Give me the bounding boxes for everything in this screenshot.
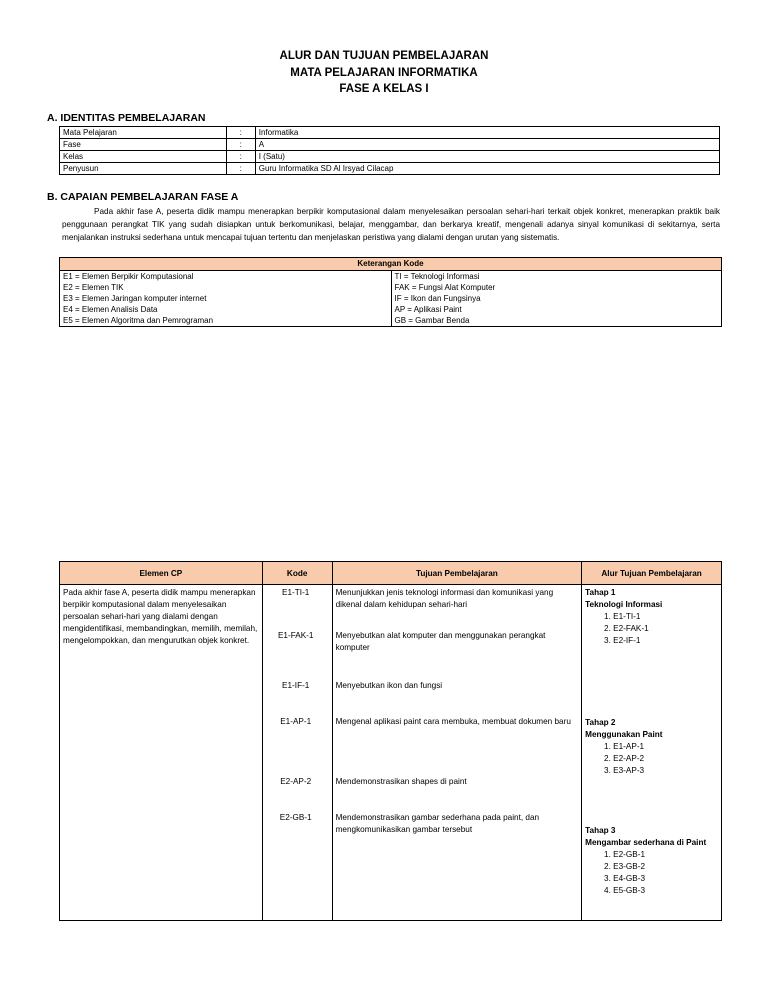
- capaian-paragraph: Pada akhir fase A, peserta didik mampu menerapkan berpikir komputasional dalam menyelesaikan persoalan sehari-hari terkait objek konkret, menerapkan praktik baik penggunaan perangkat TIK yang sudah disiapkan untuk berkomunikasi, belajar, menggambar, dan berkarya kreatif, mengenali adanya sinyal komunikasi di sekitarnya, serta menjalankan instruksi sederhana untuk mencapai tujuan tertentu dan menjelaskan peristiwa yang dialami dengan urutan yang sistematis.: [62, 207, 720, 243]
- stage-item: 1. E1-TI-1: [613, 611, 662, 623]
- elemen-cp-cell: [60, 585, 263, 921]
- goal-text: Menyebutkan ikon dan fungsi: [335, 681, 443, 690]
- stage-name: Teknologi Informasi: [585, 600, 663, 609]
- stage-item: 3. E4-GB-3: [613, 873, 706, 885]
- legend-row: [60, 304, 722, 315]
- stage-item: 1. E1-AP-1: [613, 741, 662, 753]
- identity-row: [60, 127, 720, 139]
- header-elemen-cp: Elemen CP: [60, 562, 263, 585]
- identity-value: A: [255, 139, 719, 151]
- stage-list: [585, 611, 662, 647]
- goal-text: Menunjukkan jenis teknologi informasi dan komunikasi yang dikenal dalam kehidupan sehari-hari: [335, 588, 554, 609]
- legend-element-code: E1 = Elemen Berpikir Komputasional: [60, 271, 392, 283]
- stage-item: 4. E5-GB-3: [613, 885, 706, 897]
- goal-text: Mendemonstrasikan gambar sederhana pada paint, dan mengkomunikasikan gambar tersebut: [335, 813, 540, 834]
- doc-title-line-2: MATA PELAJARAN INFORMATIKA: [290, 67, 478, 79]
- legend-row: [60, 315, 722, 327]
- identity-separator: :: [226, 151, 255, 163]
- identity-row: [60, 151, 720, 163]
- stage-block: [585, 587, 662, 647]
- kode-cell: [262, 585, 332, 921]
- legend-row: [60, 293, 722, 304]
- legend-row: [60, 271, 722, 283]
- cp-table: [59, 561, 722, 921]
- legend-topic-code: TI = Teknologi Informasi: [391, 271, 722, 283]
- legend-topic-code: FAK = Fungsi Alat Komputer: [391, 282, 722, 293]
- stage-list: [585, 741, 662, 777]
- legend-element-code: E2 = Elemen TIK: [60, 282, 392, 293]
- stage-name: Menggunakan Paint: [585, 730, 663, 739]
- section-a-heading: A. IDENTITAS PEMBELAJARAN: [47, 112, 206, 124]
- legend-element-code: E3 = Elemen Jaringan komputer internet: [60, 293, 392, 304]
- identity-value: Informatika: [255, 127, 719, 139]
- stage-list: [585, 849, 706, 897]
- goal-text: Mengenal aplikasi paint cara membuka, membuat dokumen baru: [335, 717, 571, 726]
- identity-value: I (Satu): [255, 151, 719, 163]
- legend-element-code: E4 = Elemen Analisis Data: [60, 304, 392, 315]
- identity-row: [60, 163, 720, 175]
- legend-row: [60, 282, 722, 293]
- stage-block: [585, 717, 662, 777]
- stage-name: Mengambar sederhana di Paint: [585, 838, 707, 847]
- goal-text: Mendemonstrasikan shapes di paint: [335, 777, 467, 786]
- legend-element-code: E5 = Elemen Algoritma dan Pemrograman: [60, 315, 392, 327]
- identity-value: Guru Informatika SD Al Irsyad Cilacap: [255, 163, 719, 175]
- identity-label: Penyusun: [60, 163, 227, 175]
- legend-header: Keterangan Kode: [60, 258, 722, 271]
- goal-code: E1-FAK-1: [277, 631, 314, 640]
- legend-table: [59, 257, 722, 327]
- identity-separator: :: [226, 139, 255, 151]
- doc-title-line-3: FASE A KELAS I: [339, 83, 429, 95]
- doc-title-line-1: ALUR DAN TUJUAN PEMBELAJARAN: [279, 50, 489, 62]
- alur-cell: [582, 585, 722, 921]
- tujuan-cell: [332, 585, 582, 921]
- stage-title: Tahap 3: [585, 826, 616, 835]
- goal-code: E2-AP-2: [280, 777, 312, 786]
- header-kode: Kode: [262, 562, 332, 585]
- identity-label: Mata Pelajaran: [60, 127, 227, 139]
- identity-label: Fase: [60, 139, 227, 151]
- stage-item: 3. E3-AP-3: [613, 765, 662, 777]
- identity-label: Kelas: [60, 151, 227, 163]
- stage-item: 2. E2-AP-2: [613, 753, 662, 765]
- legend-topic-code: GB = Gambar Benda: [391, 315, 722, 327]
- header-alur: Alur Tujuan Pembelajaran: [582, 562, 722, 585]
- goal-code: E1-IF-1: [282, 681, 310, 690]
- stage-item: 1. E2-GB-1: [613, 849, 706, 861]
- stage-title: Tahap 1: [585, 588, 616, 597]
- section-b-heading: B. CAPAIAN PEMBELAJARAN FASE A: [47, 191, 239, 203]
- header-tujuan: Tujuan Pembelajaran: [332, 562, 582, 585]
- stage-item: 2. E2-FAK-1: [613, 623, 662, 635]
- goal-code: E2-GB-1: [279, 813, 312, 822]
- stage-title: Tahap 2: [585, 718, 616, 727]
- legend-topic-code: IF = Ikon dan Fungsinya: [391, 293, 722, 304]
- identity-separator: :: [226, 163, 255, 175]
- goal-code: E1-TI-1: [282, 588, 310, 597]
- stage-block: [585, 825, 706, 897]
- identity-separator: :: [226, 127, 255, 139]
- elemen-cp-text: Pada akhir fase A, peserta didik mampu menerapkan berpikir komputasional dalam menyelesaikan persoalan sehari-hari yang dialami dengan mengidentifikasi, membandingkan, memilih, memilah, mengelompokkan, dan mengurutkan objek konkret.: [63, 588, 258, 645]
- goal-text: Menyebutkan alat komputer dan menggunakan perangkat komputer: [335, 631, 546, 652]
- identity-table: [59, 126, 720, 175]
- stage-item: 3. E2-IF-1: [613, 635, 662, 647]
- stage-item: 2. E3-GB-2: [613, 861, 706, 873]
- goal-code: E1-AP-1: [280, 717, 312, 726]
- identity-row: [60, 139, 720, 151]
- legend-topic-code: AP = Aplikasi Paint: [391, 304, 722, 315]
